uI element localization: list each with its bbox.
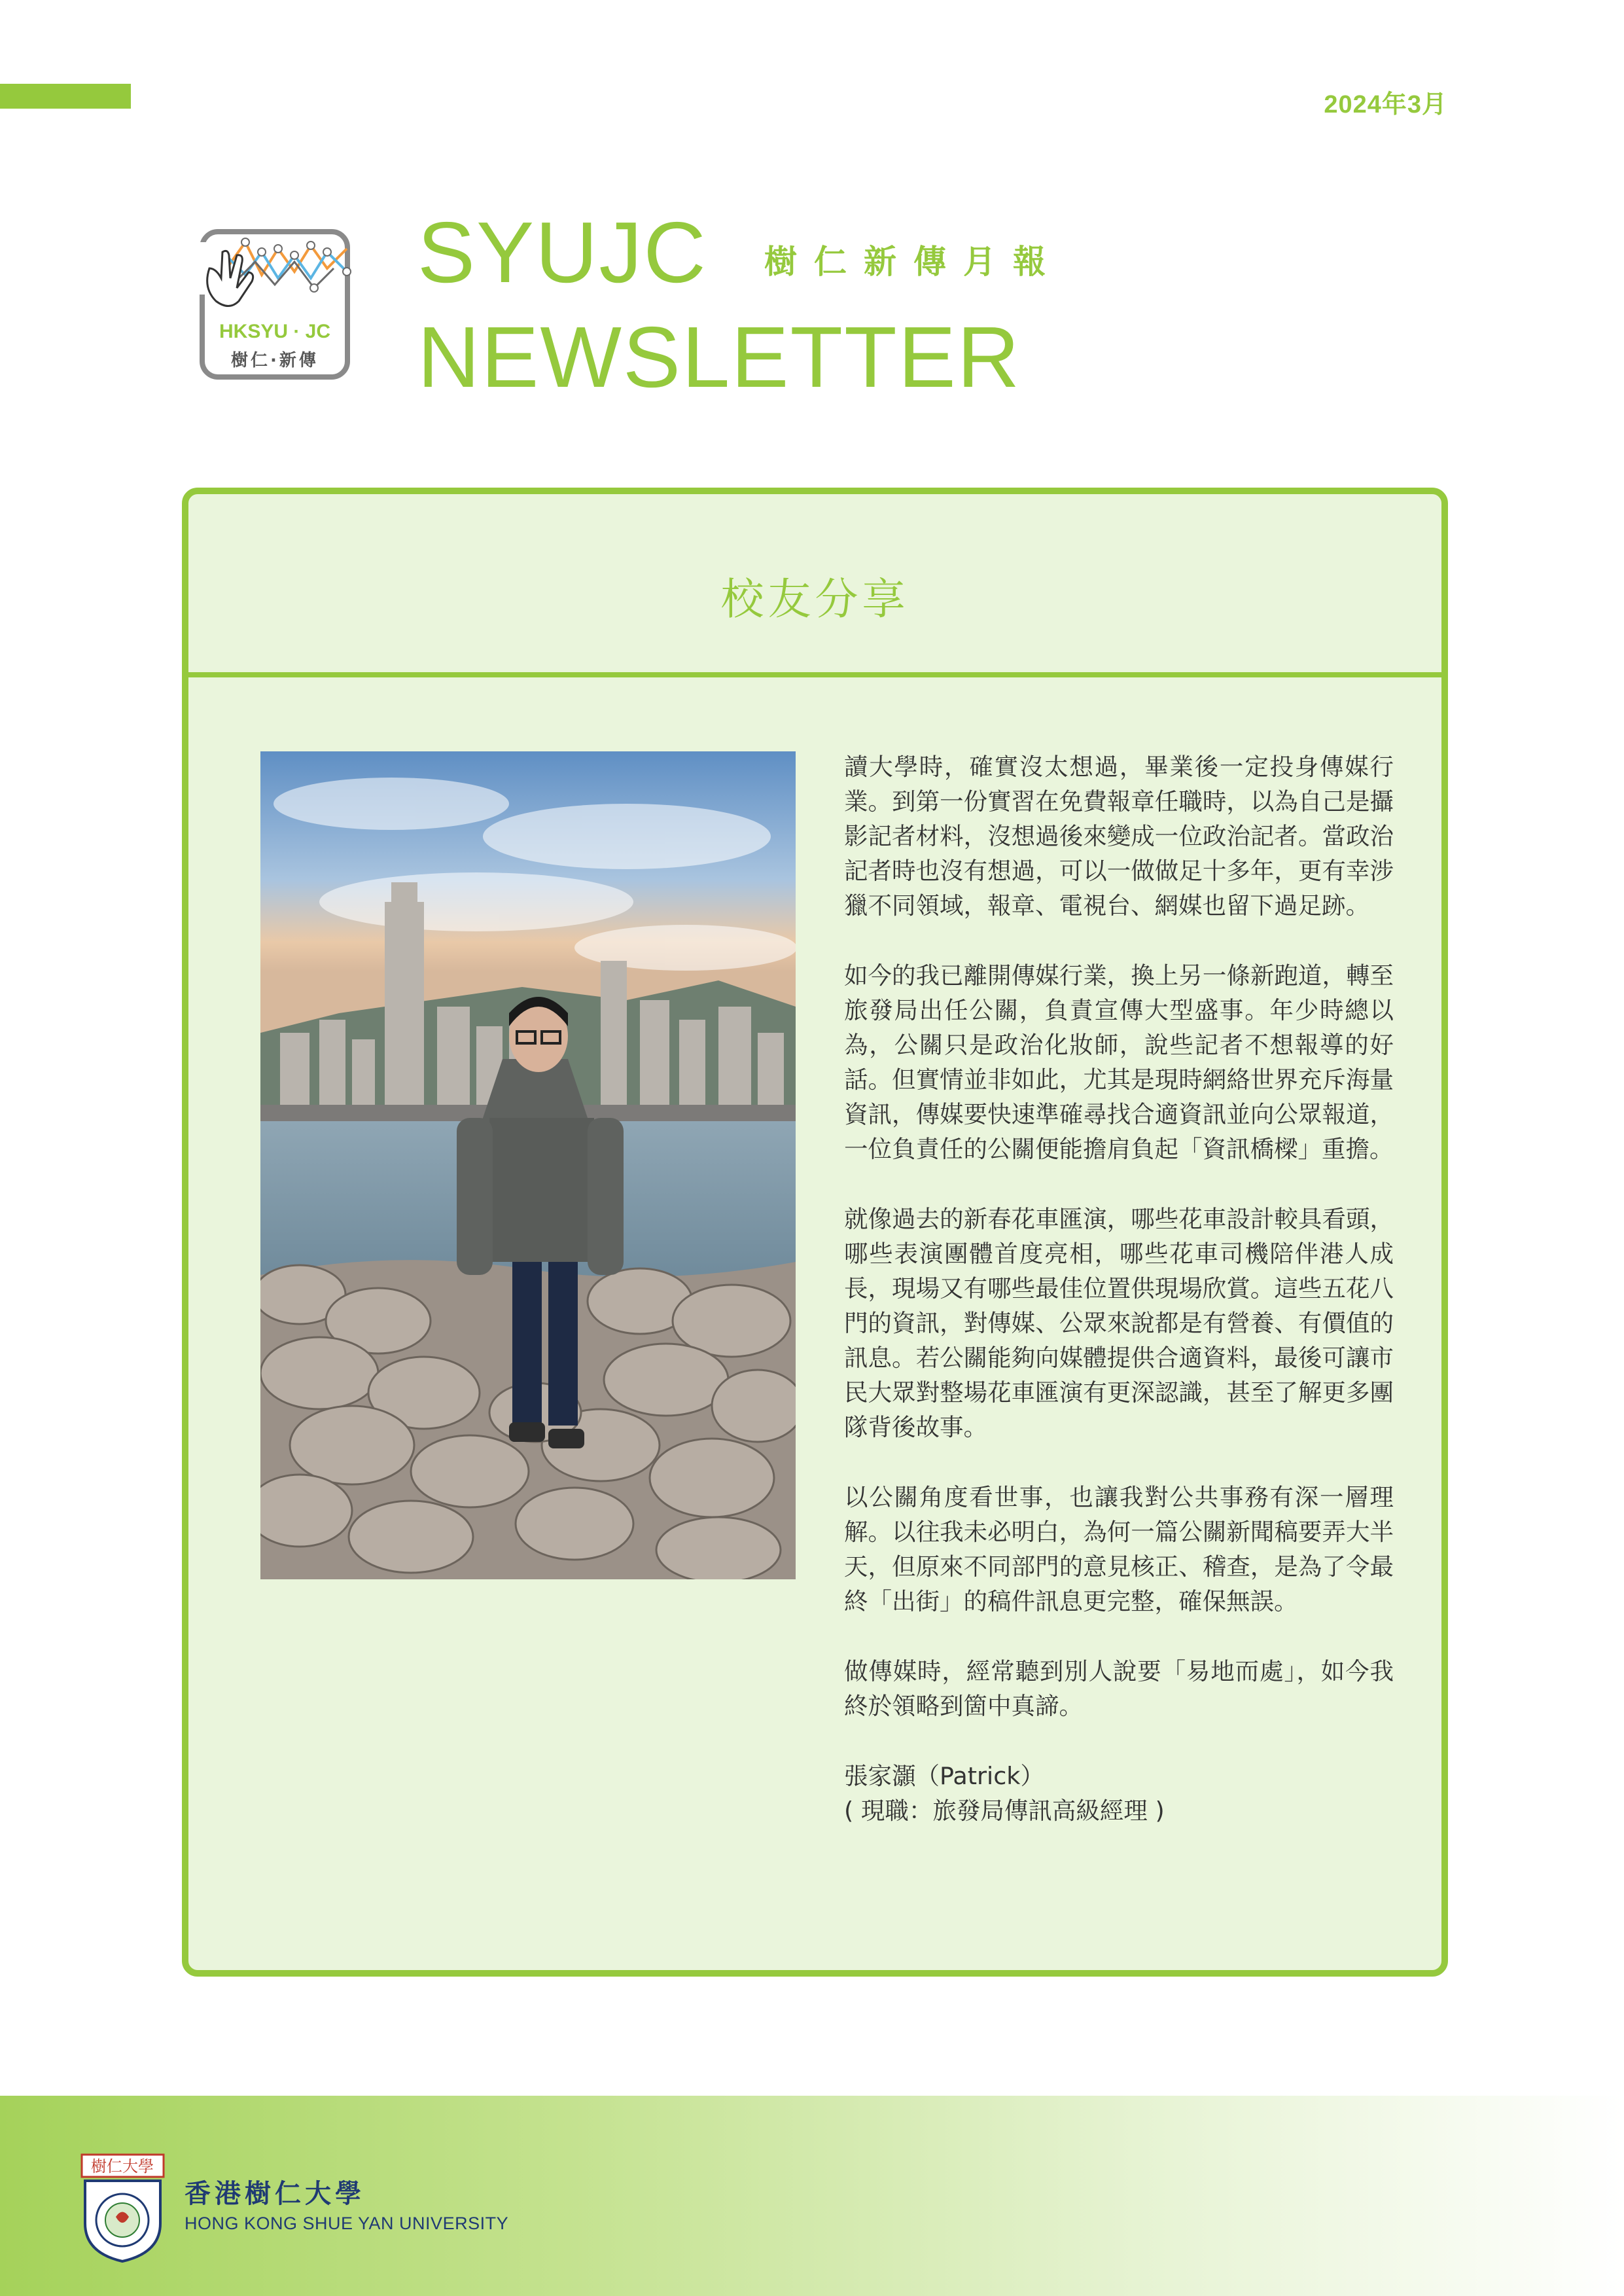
newsletter-title-zh: 樹仁新傳月報 — [764, 243, 1063, 281]
author-name: 張家灝（Patrick） — [844, 1762, 1044, 1790]
alumni-article — [844, 749, 1394, 1828]
issue-date: 2024年3月 — [1324, 91, 1447, 118]
newsletter-title-line1: SYUJC — [417, 204, 707, 300]
logo-text-en: HKSYU · JC — [219, 321, 331, 342]
university-seal-icon — [79, 2151, 167, 2263]
article-paragraph: 以公關角度看世事，也讓我對公共事務有深一層理解。以往我未必明白，為何一篇公關新聞稿要弄大半天，但原來不同部門的意見核正、稽查，是為了令最終「出街」的稿件訊息更完整，確保無誤。 — [844, 1483, 1394, 1615]
alumni-sharing-panel — [182, 488, 1448, 1977]
section-title: 校友分享 — [720, 574, 909, 624]
article-paragraph: 就像過去的新春花車匯演，哪些花車設計較具看頭，哪些表演團體首度亮相，哪些花車司機陪伴港人成長，現場又有哪些最佳位置供現場欣賞。這些五花八門的資訊，對傳媒、公眾來說都是有營養、有價值的訊息。若公關能夠向媒體提供合適資料，最後可讓市民大眾對整場花車匯演有更深認識，甚至了解更多團隊背後故事。 — [844, 1205, 1394, 1441]
newsletter-title-line2: NEWSLETTER — [417, 309, 1021, 405]
top-accent-bar — [0, 84, 131, 109]
article-paragraph: 做傳媒時，經常聽到別人說要「易地而處」，如今我終於領略到箇中真諦。 — [844, 1657, 1394, 1720]
logo-text-zh: 樹仁·新傳 — [231, 351, 319, 370]
article-paragraph: 讀大學時，確實沒太想過，畢業後一定投身傳媒行業。到第一份實習在免費報章任職時，以為自己是攝影記者材料，沒想過後來變成一位政治記者。當政治記者時也沒有想過，可以一做做足十多年，更有幸涉獵不同領域，報章、電視台、網媒也留下過足跡。 — [844, 753, 1394, 920]
alumni-photo — [260, 751, 796, 1579]
svg-text:樹仁大學: 樹仁大學 — [91, 2157, 154, 2176]
panel-header — [188, 494, 1441, 677]
university-name-en: HONG KONG SHUE YAN UNIVERSITY — [185, 2214, 509, 2233]
footer-band — [0, 2096, 1624, 2296]
jc-logo — [190, 216, 366, 393]
article-paragraph: 如今的我已離開傳媒行業，換上另一條新跑道，轉至旅發局出任公關，負責宣傳大型盛事。年少時總以為，公關只是政治化妝師，說些記者不想報導的好話。但實情並非如此，尤其是現時網絡世界充斥海量資訊，傳媒要快速準確尋找合適資訊並向公眾報道，一位負責任的公關便能擔肩負起「資訊橋樑」重擔。 — [844, 961, 1394, 1163]
university-name-zh: 香港樹仁大學 — [185, 2179, 365, 2209]
author-title: ( 現職：旅發局傳訊高級經理 ) — [844, 1797, 1165, 1825]
